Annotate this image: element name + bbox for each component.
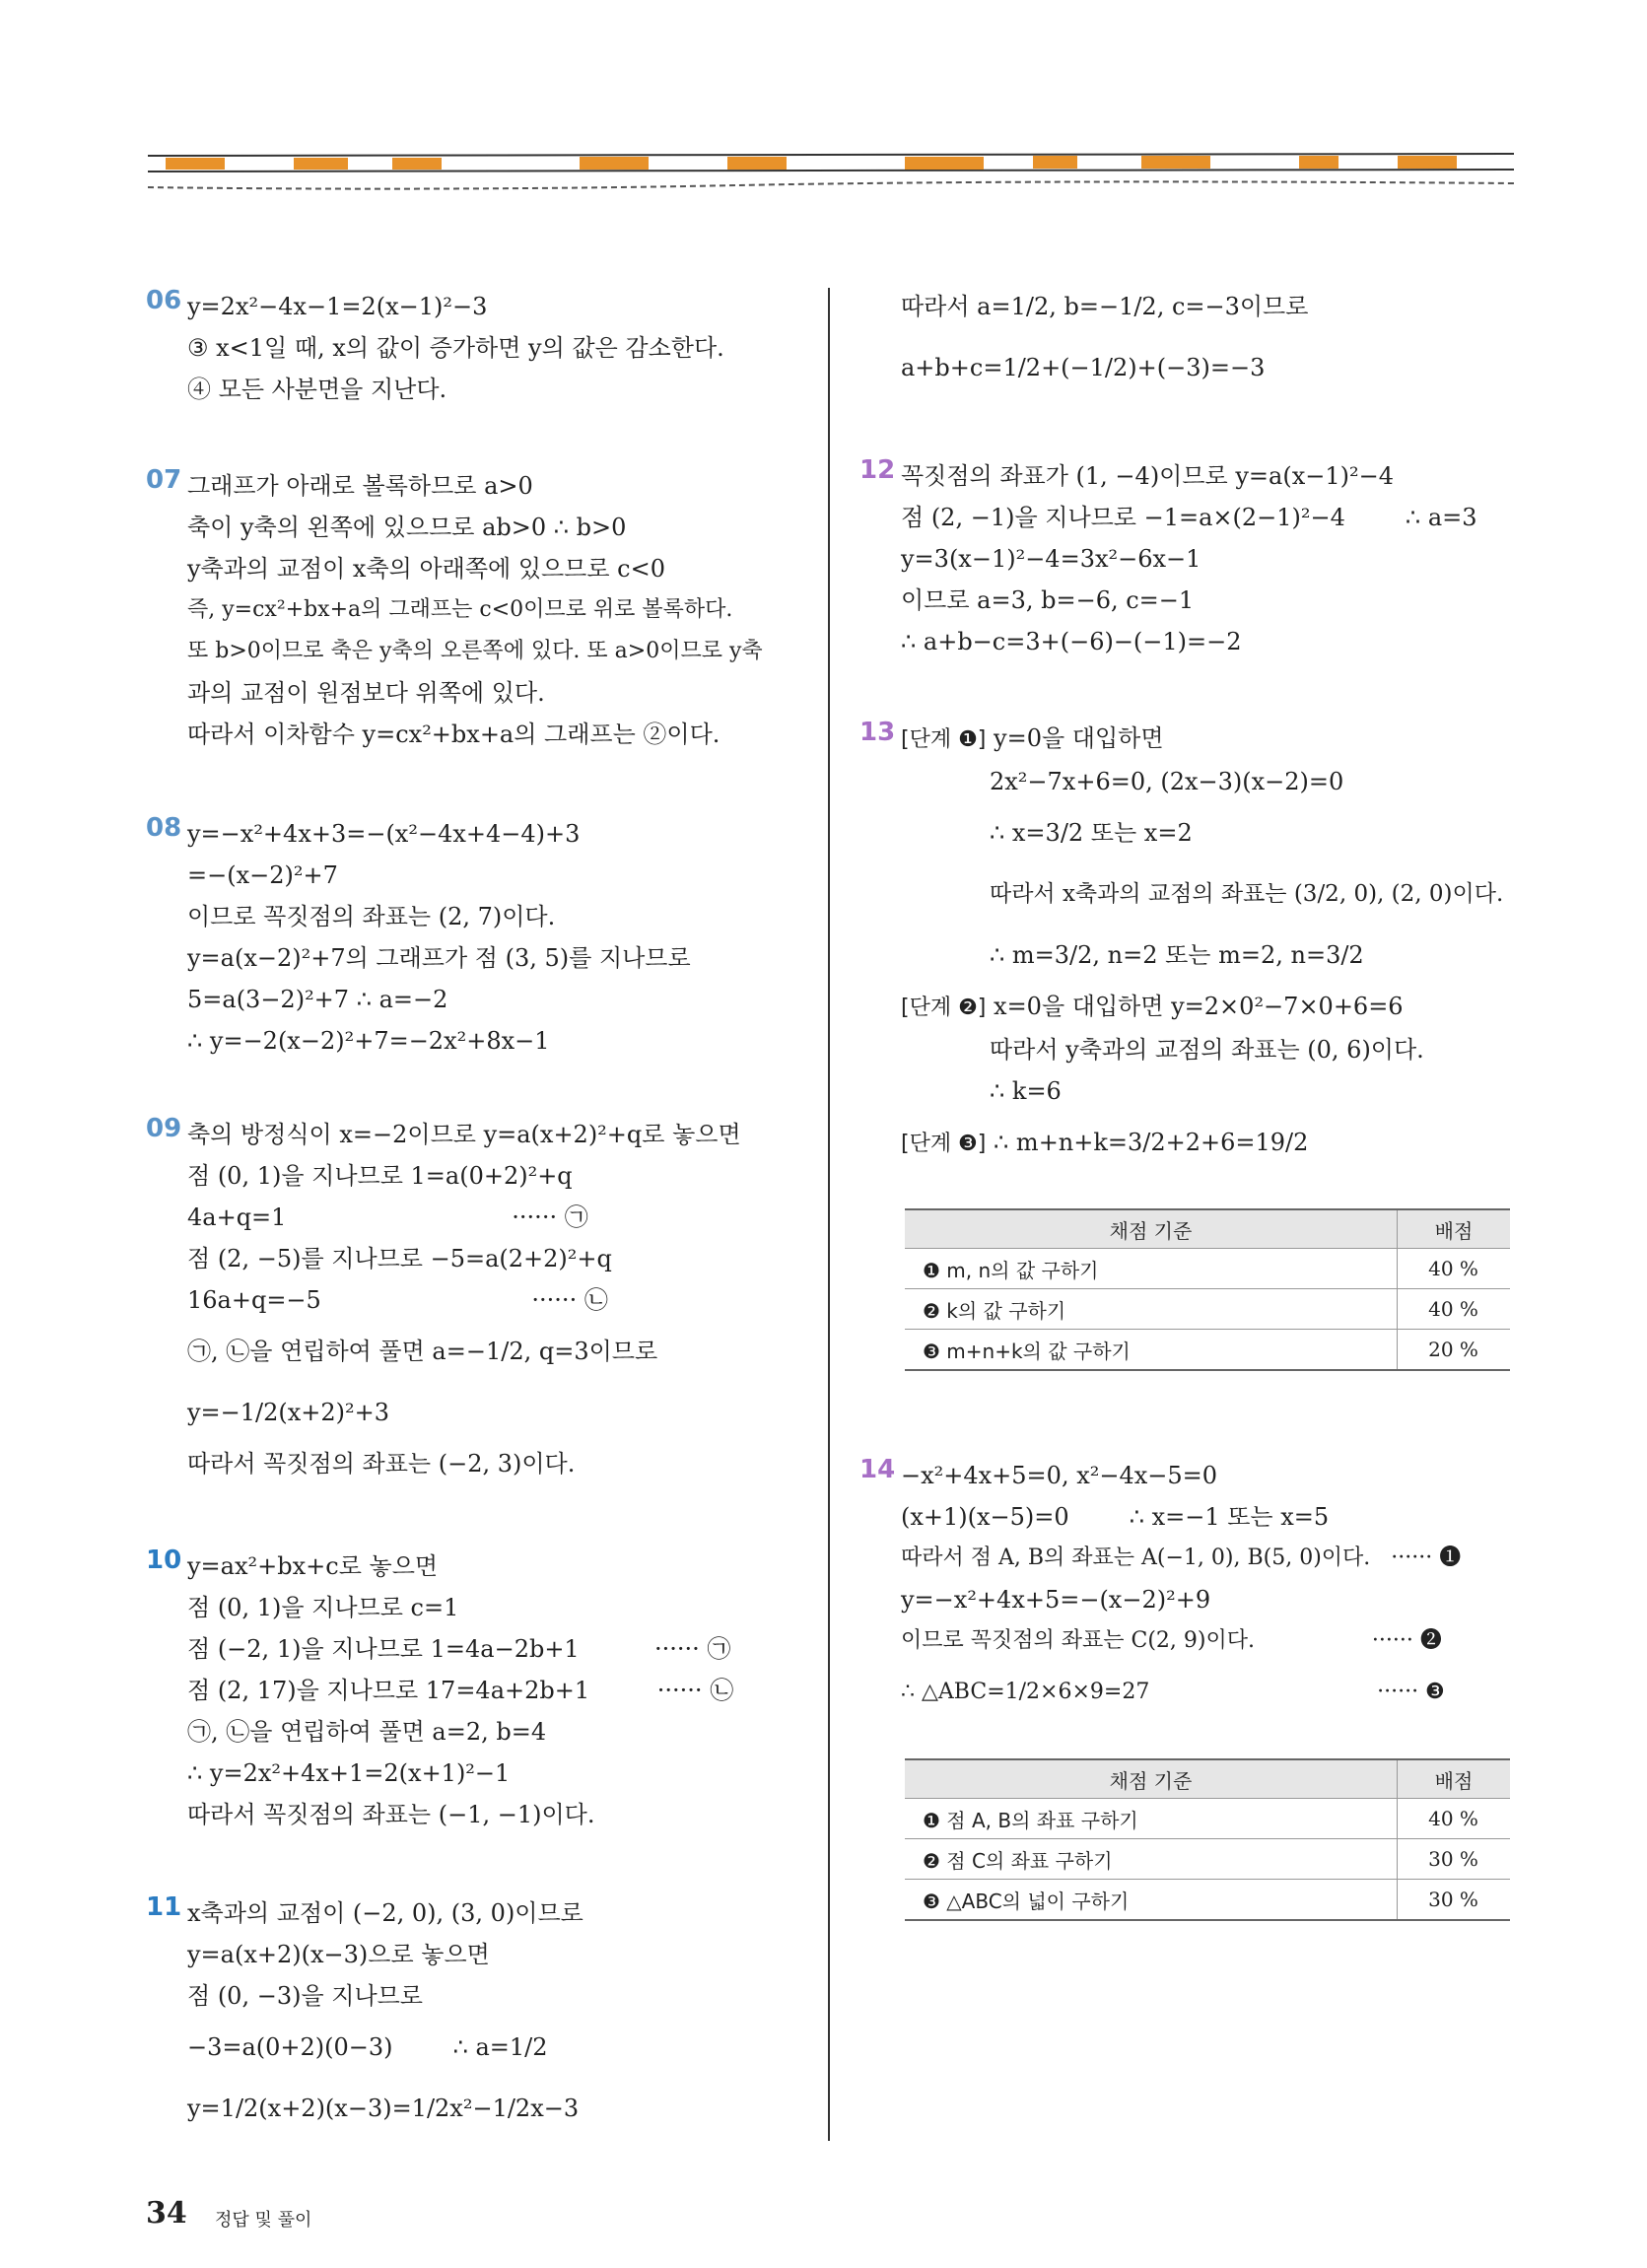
solution-line: (x+1)(x−5)=0 ∴ x=−1 또는 x=5 <box>901 1503 1330 1531</box>
grading-table-14 <box>905 1758 1510 1921</box>
problem-number: 10 <box>146 1546 182 1575</box>
solution-line: 4a+q=1 ······ ㉠ <box>187 1203 588 1231</box>
solution-line: ∴ △ABC=1/2×6×9=27 ······ ❸ <box>901 1680 1445 1704</box>
problem-number: 11 <box>146 1892 182 1922</box>
solution-line: 이므로 꼭짓점의 좌표는 C(2, 9)이다. ······ ❷ <box>901 1628 1442 1653</box>
solution-line: 또 b>0이므로 축은 y축의 오른쪽에 있다. 또 a>0이므로 y축 <box>187 639 763 663</box>
solution-line: y축과의 교점이 x축의 아래쪽에 있으므로 c<0 <box>187 555 666 583</box>
solution-line: y=0을 대입하면 <box>994 724 1164 752</box>
table-cell: 40 % <box>1398 1249 1511 1289</box>
solution-line: y=2x²−4x−1=2(x−1)²−3 <box>187 293 488 320</box>
solution-line: 따라서 a=1/2, b=−1/2, c=−3이므로 <box>901 293 1309 320</box>
footer-label: 정답 및 풀이 <box>215 2210 312 2231</box>
solution-line: ∴ x=3/2 또는 x=2 <box>990 819 1193 847</box>
solution-line: ㉠, ㉡을 연립하여 풀면 a=−1/2, q=3이므로 <box>187 1338 658 1365</box>
solution-line: y=−1/2(x+2)²+3 <box>187 1399 390 1426</box>
step-label: [단계 ❷] <box>901 996 987 1020</box>
solution-line: 따라서 y축과의 교점의 좌표는 (0, 6)이다. <box>990 1036 1424 1064</box>
solution-line: 그래프가 아래로 볼록하므로 a>0 <box>187 472 533 500</box>
table-cell: ❸ △ABC의 넓이 구하기 <box>905 1880 1398 1921</box>
solution-line: x축과의 교점이 (−2, 0), (3, 0)이므로 <box>187 1899 583 1927</box>
table-cell: 30 % <box>1398 1880 1511 1921</box>
table-cell: 30 % <box>1398 1839 1511 1880</box>
solution-line: 점 (0, 1)을 지나므로 1=a(0+2)²+q <box>187 1162 573 1190</box>
solution-line: 축의 방정식이 x=−2이므로 y=a(x+2)²+q로 놓으면 <box>187 1121 741 1148</box>
table-cell: ❶ m, n의 값 구하기 <box>905 1249 1398 1289</box>
solution-line: ∴ a+b−c=3+(−6)−(−1)=−2 <box>901 628 1242 655</box>
problem-number: 14 <box>859 1455 896 1484</box>
table-cell: 40 % <box>1398 1799 1511 1839</box>
solution-line: 5=a(3−2)²+7 ∴ a=−2 <box>187 986 448 1013</box>
solution-line: ㉠, ㉡을 연립하여 풀면 a=2, b=4 <box>187 1718 547 1746</box>
solution-line: ∴ k=6 <box>990 1077 1062 1105</box>
solution-line: y=1/2(x+2)(x−3)=1/2x²−1/2x−3 <box>187 2095 580 2122</box>
table-row <box>905 1249 1510 1289</box>
table-cell: ❷ 점 C의 좌표 구하기 <box>905 1839 1398 1880</box>
problem-number: 09 <box>146 1114 182 1143</box>
solution-line: ∴ m=3/2, n=2 또는 m=2, n=3/2 <box>990 941 1364 969</box>
solution-line: −3=a(0+2)(0−3) ∴ a=1/2 <box>187 2033 548 2061</box>
solution-line: 점 (−2, 1)을 지나므로 1=4a−2b+1 ······ ㉠ <box>187 1635 731 1663</box>
solution-line: 16a+q=−5 ······ ㉡ <box>187 1286 608 1314</box>
solution-line: ∴ y=2x²+4x+1=2(x+1)²−1 <box>187 1759 511 1787</box>
table-header: 채점 기준 <box>905 1759 1398 1799</box>
table-cell: ❶ 점 A, B의 좌표 구하기 <box>905 1799 1398 1839</box>
solution-line: y=3(x−1)²−4=3x²−6x−1 <box>901 545 1201 573</box>
solution-line: 과의 교점이 원점보다 위쪽에 있다. <box>187 679 545 707</box>
solution-line: −x²+4x+5=0, x²−4x−5=0 <box>901 1462 1218 1489</box>
table-header: 채점 기준 <box>905 1209 1398 1249</box>
solution-line: ∴ y=−2(x−2)²+7=−2x²+8x−1 <box>187 1027 550 1055</box>
solution-line: 이므로 a=3, b=−6, c=−1 <box>901 586 1195 614</box>
table-row <box>905 1289 1510 1330</box>
solution-line: ④ 모든 사분면을 지난다. <box>187 376 447 403</box>
solution-line: 따라서 꼭짓점의 좌표는 (−2, 3)이다. <box>187 1450 576 1478</box>
solution-line: a+b+c=1/2+(−1/2)+(−3)=−3 <box>901 354 1266 381</box>
solution-line: 꼭짓점의 좌표가 (1, −4)이므로 y=a(x−1)²−4 <box>901 462 1394 490</box>
table-cell: 40 % <box>1398 1289 1511 1330</box>
solution-line: 따라서 x축과의 교점의 좌표는 (3/2, 0), (2, 0)이다. <box>990 881 1504 907</box>
solution-line: 점 (2, −5)를 지나므로 −5=a(2+2)²+q <box>187 1245 612 1272</box>
table-header: 배점 <box>1398 1759 1511 1799</box>
problem-number: 06 <box>146 286 182 315</box>
table-cell: ❷ k의 값 구하기 <box>905 1289 1398 1330</box>
table-header: 배점 <box>1398 1209 1511 1249</box>
solution-line: x=0을 대입하면 y=2×0²−7×0+6=6 <box>994 993 1404 1020</box>
step-label: [단계 ❸] <box>901 1132 987 1156</box>
table-cell: 20 % <box>1398 1330 1511 1371</box>
table-row <box>905 1880 1510 1921</box>
solution-line: 점 (0, 1)을 지나므로 c=1 <box>187 1594 459 1621</box>
solution-line: ∴ m+n+k=3/2+2+6=19/2 <box>994 1129 1309 1156</box>
solution-line: 따라서 점 A, B의 좌표는 A(−1, 0), B(5, 0)이다. ······ ❶ <box>901 1546 1462 1570</box>
step-label: [단계 ❶] <box>901 727 987 752</box>
solution-line: 따라서 이차함수 y=cx²+bx+a의 그래프는 ②이다. <box>187 721 721 748</box>
solution-line: 2x²−7x+6=0, (2x−3)(x−2)=0 <box>990 768 1344 795</box>
solution-line: y=−x²+4x+5=−(x−2)²+9 <box>901 1586 1211 1614</box>
column-divider <box>828 288 830 2141</box>
solution-line: =−(x−2)²+7 <box>187 861 338 889</box>
solution-line: 따라서 꼭짓점의 좌표는 (−1, −1)이다. <box>187 1801 595 1828</box>
problem-number: 08 <box>146 813 182 843</box>
table-row <box>905 1839 1510 1880</box>
problem-number: 13 <box>859 718 896 747</box>
solution-line: y=a(x−2)²+7의 그래프가 점 (3, 5)를 지나므로 <box>187 944 691 972</box>
solution-line: 점 (2, 17)을 지나므로 17=4a+2b+1 ······ ㉡ <box>187 1677 734 1704</box>
table-row <box>905 1330 1510 1371</box>
solution-line: 즉, y=cx²+bx+a의 그래프는 c<0이므로 위로 볼록하다. <box>187 597 733 622</box>
solution-line: 축이 y축의 왼쪽에 있으므로 ab>0 ∴ b>0 <box>187 514 627 541</box>
table-row <box>905 1799 1510 1839</box>
header-decoration <box>146 146 1516 193</box>
solution-line: y=a(x+2)(x−3)으로 놓으면 <box>187 1941 490 1968</box>
solution-line: 점 (2, −1)을 지나므로 −1=a×(2−1)²−4 ∴ a=3 <box>901 504 1477 531</box>
solution-line: y=ax²+bx+c로 놓으면 <box>187 1552 439 1580</box>
table-cell: ❸ m+n+k의 값 구하기 <box>905 1330 1398 1371</box>
solution-line: y=−x²+4x+3=−(x²−4x+4−4)+3 <box>187 820 581 848</box>
solution-line: 이므로 꼭짓점의 좌표는 (2, 7)이다. <box>187 903 556 930</box>
problem-number: 12 <box>859 455 896 485</box>
page-number: 34 <box>146 2196 187 2231</box>
solution-line: ③ x<1일 때, x의 값이 증가하면 y의 값은 감소한다. <box>187 334 724 362</box>
problem-number: 07 <box>146 465 182 495</box>
grading-table-13 <box>905 1208 1510 1371</box>
solution-line: 점 (0, −3)을 지나므로 <box>187 1982 423 2010</box>
